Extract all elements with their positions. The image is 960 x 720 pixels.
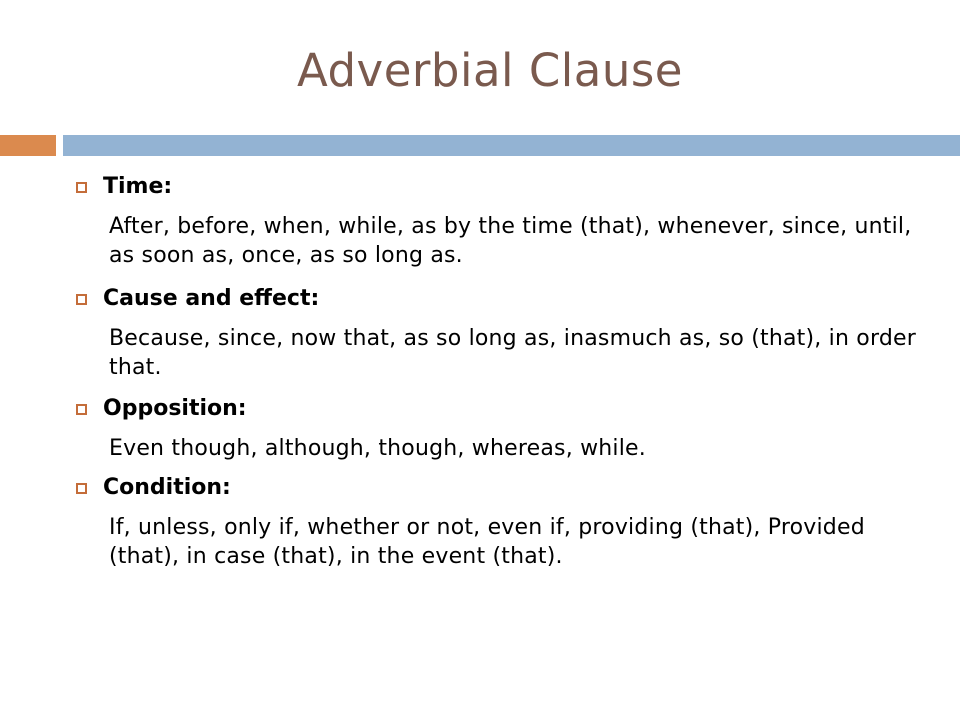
item-label: Opposition:: [103, 396, 247, 421]
item-label: Time:: [103, 174, 173, 199]
item-heading: [76, 172, 916, 202]
list-item: [76, 172, 916, 270]
item-label: Cause and effect:: [103, 286, 320, 311]
item-description: Even though, although, though, whereas, while.: [109, 436, 646, 461]
item-heading: [76, 473, 916, 503]
item-heading: [76, 284, 916, 314]
square-bullet-icon: [76, 483, 87, 494]
list-item: [76, 284, 916, 382]
item-description: Because, since, now that, as so long as, inasmuch as, so (that), in order that.: [109, 326, 916, 380]
list-item: [76, 394, 916, 463]
square-bullet-icon: [76, 182, 87, 193]
slide-title: Adverbial Clause: [297, 44, 683, 97]
square-bullet-icon: [76, 404, 87, 415]
accent-bar-orange: [0, 135, 56, 156]
slide-content: [76, 172, 916, 571]
item-description: If, unless, only if, whether or not, even if, providing (that), Provided (that), in case (that), in the event (that).: [109, 515, 865, 569]
accent-bar-blue: [63, 135, 960, 156]
item-label: Condition:: [103, 475, 231, 500]
square-bullet-icon: [76, 294, 87, 305]
item-heading: [76, 394, 916, 424]
list-item: [76, 473, 916, 571]
item-description: After, before, when, while, as by the time (that), whenever, since, until, as soon as, once, as so long as.: [109, 214, 912, 268]
